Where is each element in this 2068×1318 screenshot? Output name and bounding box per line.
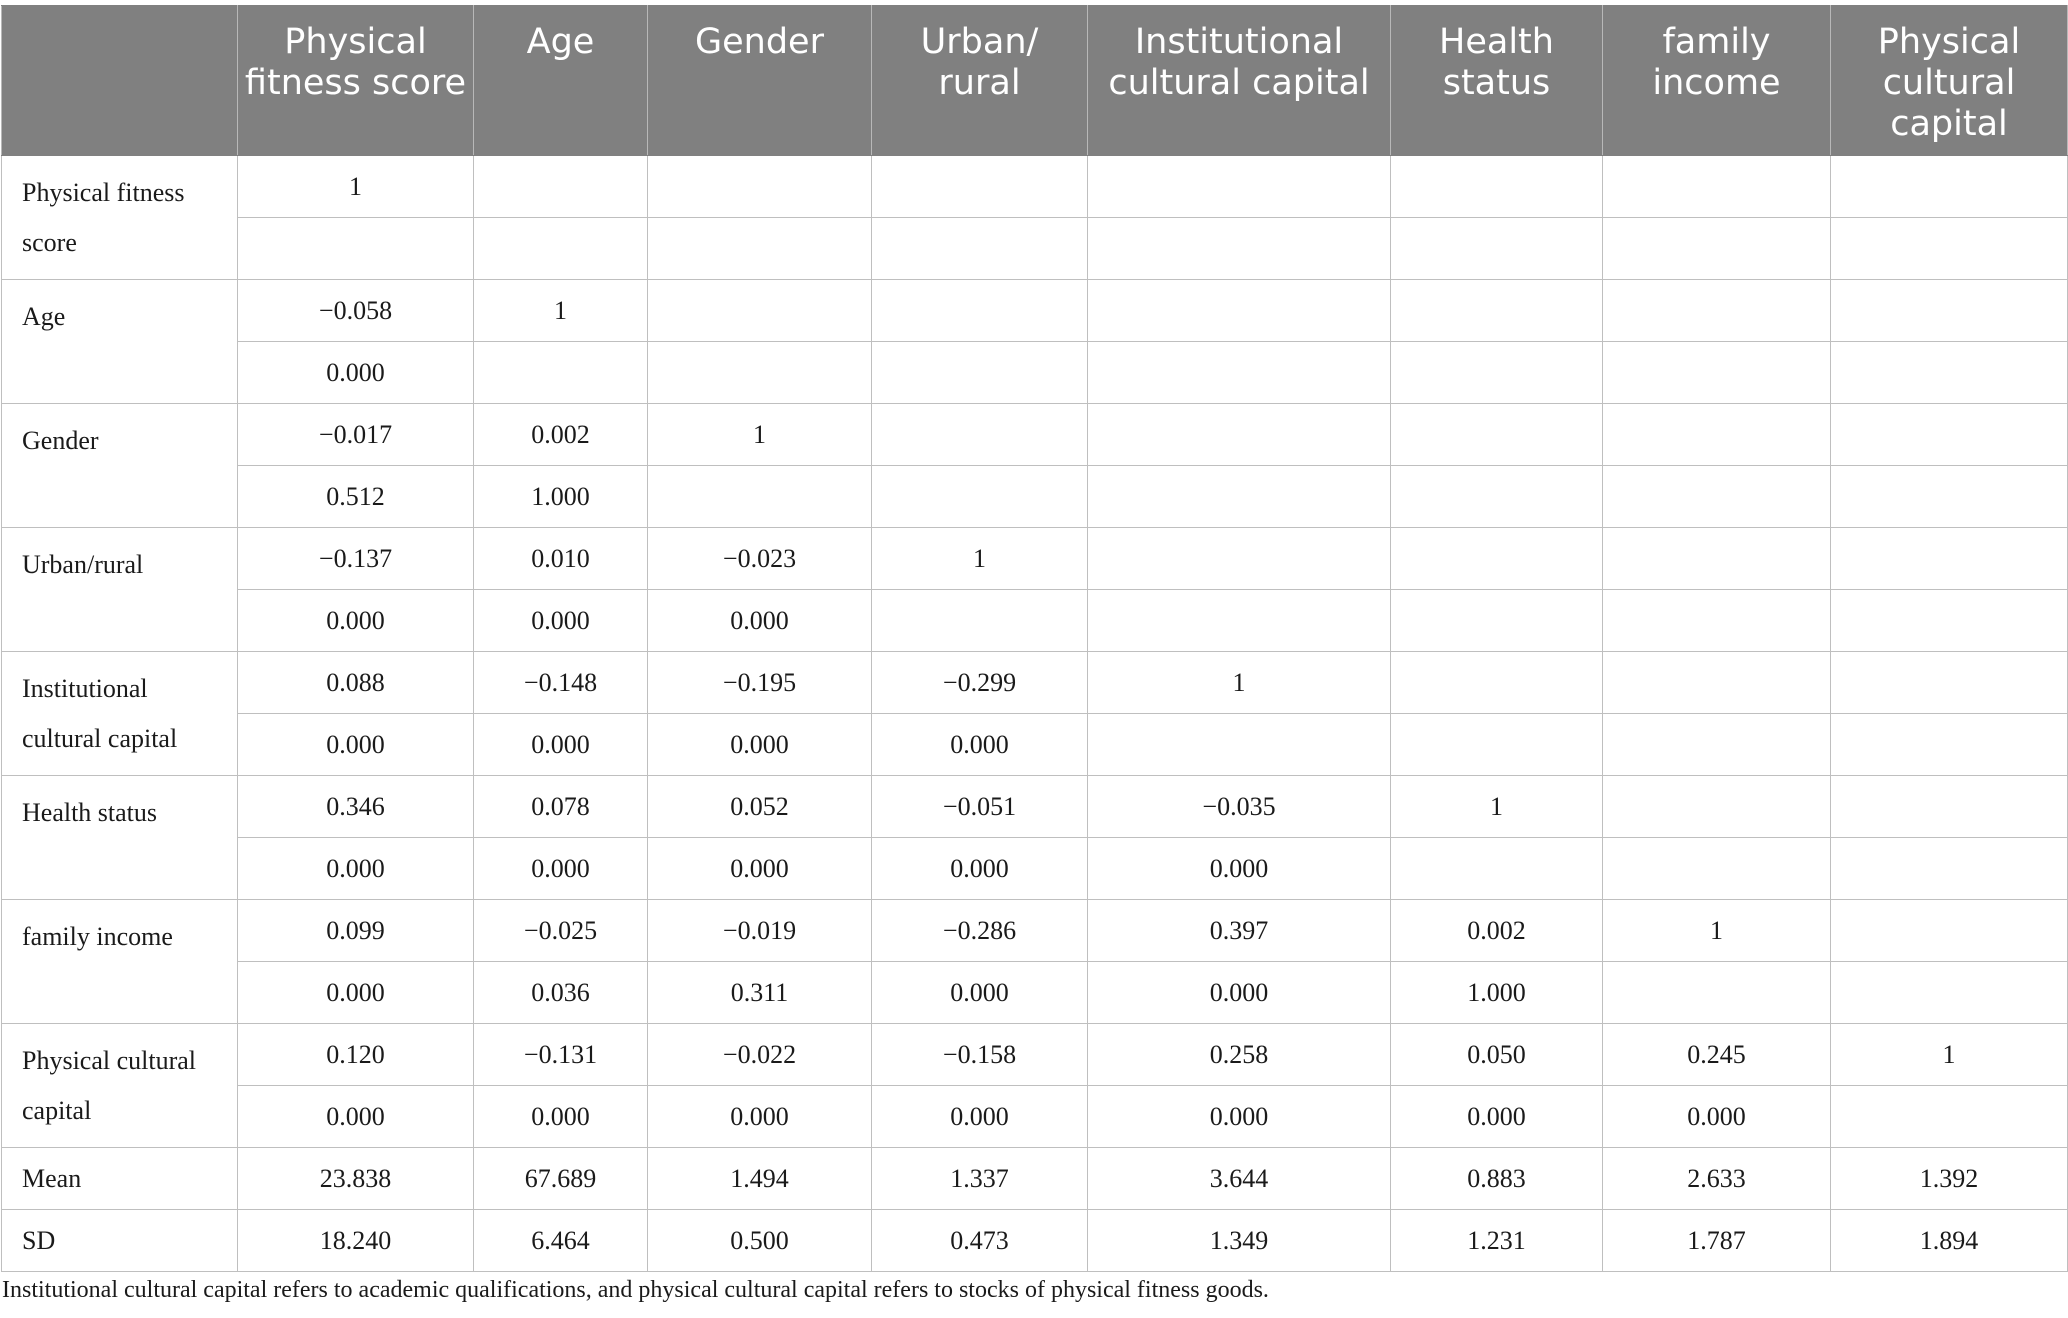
p-value-cell: 0.000 <box>1088 838 1391 900</box>
table-row-pvalue <box>2 962 2068 1024</box>
p-value-cell: 0.000 <box>1603 1086 1831 1148</box>
correlation-cell: 1 <box>872 528 1088 590</box>
row-label: Urban/rural <box>2 528 238 652</box>
p-value-cell <box>1088 218 1391 280</box>
correlation-cell <box>872 156 1088 218</box>
summary-cell: 67.689 <box>474 1148 648 1210</box>
p-value-cell <box>474 218 648 280</box>
row-label: Age <box>2 280 238 404</box>
p-value-cell <box>1391 714 1603 776</box>
p-value-cell <box>1831 590 2068 652</box>
summary-cell: 1.337 <box>872 1148 1088 1210</box>
p-value-cell: 0.000 <box>474 1086 648 1148</box>
p-value-cell: 1.000 <box>474 466 648 528</box>
correlation-cell: −0.019 <box>648 900 872 962</box>
correlation-cell <box>1603 528 1831 590</box>
correlation-cell: 0.120 <box>238 1024 474 1086</box>
correlation-cell <box>648 280 872 342</box>
p-value-cell <box>1603 342 1831 404</box>
p-value-cell: 0.000 <box>648 590 872 652</box>
p-value-cell: 0.000 <box>872 962 1088 1024</box>
table-row-coefficient <box>2 776 2068 838</box>
column-header: Gender <box>648 6 872 156</box>
p-value-cell: 0.000 <box>238 342 474 404</box>
p-value-cell: 0.000 <box>872 714 1088 776</box>
p-value-cell <box>872 218 1088 280</box>
correlation-cell: 0.002 <box>1391 900 1603 962</box>
p-value-cell <box>238 218 474 280</box>
correlation-cell <box>1831 280 2068 342</box>
p-value-cell: 0.000 <box>238 838 474 900</box>
correlation-cell: 0.050 <box>1391 1024 1603 1086</box>
correlation-cell: −0.286 <box>872 900 1088 962</box>
summary-cell: 1.349 <box>1088 1210 1391 1272</box>
correlation-cell: −0.299 <box>872 652 1088 714</box>
p-value-cell <box>872 466 1088 528</box>
p-value-cell <box>1831 838 2068 900</box>
correlation-cell: −0.023 <box>648 528 872 590</box>
correlation-cell: 0.245 <box>1603 1024 1831 1086</box>
p-value-cell: 0.000 <box>1088 962 1391 1024</box>
correlation-cell: 1 <box>238 156 474 218</box>
table-row-coefficient <box>2 156 2068 218</box>
table-row-pvalue <box>2 590 2068 652</box>
row-label: Gender <box>2 404 238 528</box>
p-value-cell <box>1391 218 1603 280</box>
p-value-cell: 0.000 <box>872 1086 1088 1148</box>
summary-cell: 2.633 <box>1603 1148 1831 1210</box>
correlation-cell <box>648 156 872 218</box>
p-value-cell: 0.000 <box>238 962 474 1024</box>
correlation-table <box>1 5 2068 1272</box>
p-value-cell <box>648 466 872 528</box>
table-row-coefficient <box>2 652 2068 714</box>
correlation-cell: 1 <box>1088 652 1391 714</box>
correlation-cell: 1 <box>648 404 872 466</box>
correlation-cell: 0.088 <box>238 652 474 714</box>
p-value-cell: 0.000 <box>474 838 648 900</box>
table-row-pvalue <box>2 714 2068 776</box>
correlation-cell <box>474 156 648 218</box>
table-footnote: Institutional cultural capital refers to academic qualifications, and physical cultural capital refers to stocks of physical fitness goods. <box>2 1277 1269 1303</box>
row-label: family income <box>2 900 238 1024</box>
correlation-cell <box>1603 280 1831 342</box>
summary-row <box>2 1148 2068 1210</box>
column-header: Institutional cultural capital <box>1088 6 1391 156</box>
p-value-cell: 0.000 <box>238 590 474 652</box>
correlation-cell <box>1391 280 1603 342</box>
header-corner-cell <box>2 6 238 156</box>
p-value-cell <box>1391 466 1603 528</box>
correlation-cell: 0.397 <box>1088 900 1391 962</box>
p-value-cell <box>1603 838 1831 900</box>
correlation-cell: −0.195 <box>648 652 872 714</box>
p-value-cell <box>1831 466 2068 528</box>
p-value-cell <box>1603 590 1831 652</box>
column-header: Age <box>474 6 648 156</box>
row-label: Physical fitness score <box>2 156 238 280</box>
correlation-cell <box>1831 404 2068 466</box>
correlation-cell <box>1088 404 1391 466</box>
table-row-pvalue <box>2 838 2068 900</box>
correlation-cell: 0.258 <box>1088 1024 1391 1086</box>
correlation-cell: 1 <box>474 280 648 342</box>
correlation-cell: −0.158 <box>872 1024 1088 1086</box>
p-value-cell: 0.311 <box>648 962 872 1024</box>
p-value-cell: 1.000 <box>1391 962 1603 1024</box>
p-value-cell <box>648 218 872 280</box>
summary-cell: 23.838 <box>238 1148 474 1210</box>
correlation-cell <box>872 280 1088 342</box>
table-body <box>2 156 2068 1272</box>
p-value-cell: 0.000 <box>238 1086 474 1148</box>
correlation-cell: −0.017 <box>238 404 474 466</box>
correlation-cell: 0.078 <box>474 776 648 838</box>
p-value-cell: 0.000 <box>872 838 1088 900</box>
p-value-cell: 0.000 <box>474 714 648 776</box>
table-row-coefficient <box>2 1024 2068 1086</box>
column-header: Health status <box>1391 6 1603 156</box>
p-value-cell <box>648 342 872 404</box>
summary-cell: 18.240 <box>238 1210 474 1272</box>
correlation-cell <box>1603 776 1831 838</box>
p-value-cell <box>474 342 648 404</box>
correlation-cell: 0.052 <box>648 776 872 838</box>
p-value-cell <box>1831 962 2068 1024</box>
table-row-coefficient <box>2 528 2068 590</box>
table-row-pvalue <box>2 1086 2068 1148</box>
correlation-cell <box>1088 280 1391 342</box>
p-value-cell <box>1391 590 1603 652</box>
summary-cell: 1.894 <box>1831 1210 2068 1272</box>
p-value-cell <box>872 342 1088 404</box>
p-value-cell: 0.512 <box>238 466 474 528</box>
p-value-cell <box>1603 218 1831 280</box>
summary-cell: 0.473 <box>872 1210 1088 1272</box>
column-header: Physical fitness score <box>238 6 474 156</box>
correlation-cell <box>1831 652 2068 714</box>
table-row-coefficient <box>2 900 2068 962</box>
correlation-cell <box>1831 900 2068 962</box>
row-label: Health status <box>2 776 238 900</box>
p-value-cell <box>1088 466 1391 528</box>
summary-cell: 3.644 <box>1088 1148 1391 1210</box>
correlation-cell <box>1391 156 1603 218</box>
column-header: Physical cultural capital <box>1831 6 2068 156</box>
correlation-cell: −0.148 <box>474 652 648 714</box>
p-value-cell: 0.036 <box>474 962 648 1024</box>
p-value-cell <box>1088 714 1391 776</box>
correlation-cell: 1 <box>1391 776 1603 838</box>
summary-cell: 6.464 <box>474 1210 648 1272</box>
p-value-cell <box>1831 342 2068 404</box>
row-label: Physical cultural capital <box>2 1024 238 1148</box>
summary-cell: 0.883 <box>1391 1148 1603 1210</box>
p-value-cell <box>1831 218 2068 280</box>
correlation-cell <box>1603 156 1831 218</box>
p-value-cell: 0.000 <box>648 1086 872 1148</box>
row-label: SD <box>2 1210 238 1272</box>
summary-cell: 1.787 <box>1603 1210 1831 1272</box>
summary-row <box>2 1210 2068 1272</box>
column-header: Urban/ rural <box>872 6 1088 156</box>
correlation-cell: −0.051 <box>872 776 1088 838</box>
correlation-cell: −0.025 <box>474 900 648 962</box>
correlation-cell <box>1088 156 1391 218</box>
correlation-cell <box>1603 652 1831 714</box>
summary-cell: 1.392 <box>1831 1148 2068 1210</box>
p-value-cell <box>1831 1086 2068 1148</box>
p-value-cell <box>872 590 1088 652</box>
summary-cell: 0.500 <box>648 1210 872 1272</box>
correlation-cell <box>872 404 1088 466</box>
correlation-cell <box>1391 528 1603 590</box>
p-value-cell: 0.000 <box>1088 1086 1391 1148</box>
correlation-cell <box>1603 404 1831 466</box>
correlation-cell <box>1831 776 2068 838</box>
p-value-cell <box>1603 466 1831 528</box>
correlation-cell <box>1088 528 1391 590</box>
table-row-pvalue <box>2 466 2068 528</box>
correlation-cell: −0.131 <box>474 1024 648 1086</box>
p-value-cell <box>1391 342 1603 404</box>
p-value-cell: 0.000 <box>1391 1086 1603 1148</box>
table-row-pvalue <box>2 342 2068 404</box>
correlation-cell <box>1831 528 2068 590</box>
p-value-cell: 0.000 <box>238 714 474 776</box>
row-label: Mean <box>2 1148 238 1210</box>
p-value-cell <box>1831 714 2068 776</box>
p-value-cell <box>1391 838 1603 900</box>
correlation-cell <box>1391 652 1603 714</box>
correlation-cell: 0.099 <box>238 900 474 962</box>
correlation-cell: 0.346 <box>238 776 474 838</box>
p-value-cell <box>1088 342 1391 404</box>
correlation-cell: −0.058 <box>238 280 474 342</box>
summary-cell: 1.494 <box>648 1148 872 1210</box>
p-value-cell: 0.000 <box>648 838 872 900</box>
p-value-cell: 0.000 <box>474 590 648 652</box>
correlation-cell: 1 <box>1603 900 1831 962</box>
header-row <box>2 6 2068 156</box>
correlation-cell: −0.022 <box>648 1024 872 1086</box>
table-row-pvalue <box>2 218 2068 280</box>
correlation-cell: −0.035 <box>1088 776 1391 838</box>
summary-cell: 1.231 <box>1391 1210 1603 1272</box>
p-value-cell <box>1088 590 1391 652</box>
column-header: family income <box>1603 6 1831 156</box>
p-value-cell <box>1603 962 1831 1024</box>
correlation-cell: 0.002 <box>474 404 648 466</box>
p-value-cell: 0.000 <box>648 714 872 776</box>
table-row-coefficient <box>2 280 2068 342</box>
correlation-cell: 0.010 <box>474 528 648 590</box>
p-value-cell <box>1603 714 1831 776</box>
correlation-cell <box>1391 404 1603 466</box>
row-label: Institutional cultural capital <box>2 652 238 776</box>
correlation-cell <box>1831 156 2068 218</box>
correlation-cell: 1 <box>1831 1024 2068 1086</box>
correlation-table-container <box>0 5 2068 1272</box>
correlation-cell: −0.137 <box>238 528 474 590</box>
table-row-coefficient <box>2 404 2068 466</box>
